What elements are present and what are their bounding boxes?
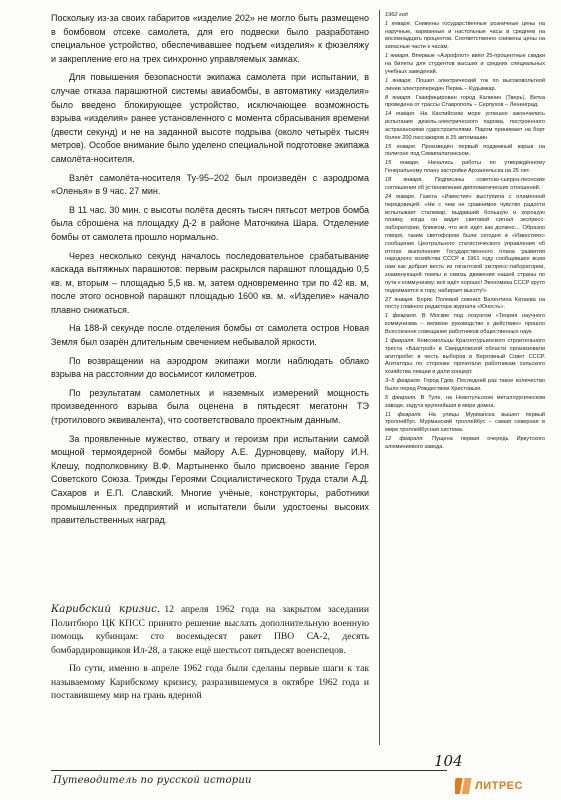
chronology-entry — [385, 297, 545, 313]
chronology-column — [385, 12, 545, 453]
paragraph: Для повышения безопасности экипажа самолета при испытании, в случае отказа парашютной системы авиабомбы, в автоматику «изделия» было введено блокирующее устройство, исключающее возможность взрыва «изделия» ранее установленного с момента сбрасывания времени (двести секунд) и не на заданной высоте подрыва (около четырёх тысяч метров). Особое внимание было уделено специальной подготовке экипажа самолёта-носителя. — [51, 72, 369, 164]
chronology-entry-text: Впервые «Аэрофлот» ввёл 25-процентные скидки на билеты для студентов высших и средних специальных учебных заведений. — [385, 53, 546, 75]
litres-watermark-logo — [455, 776, 555, 798]
chronology-entry-date: 1 января. — [385, 20, 412, 27]
chronology-entry-date: 8 января. — [385, 94, 412, 101]
footer-book-title: Путеводитель по русской истории — [53, 775, 252, 786]
chronology-entry-date: 1 февраля. — [385, 313, 418, 320]
chronology-entry — [385, 21, 545, 52]
chronology-entry — [385, 160, 545, 176]
paragraph: По результатам самолетных и наземных измерений мощность произведенного взрыва была оценена в пятьдесят мегатонн ТЭ (тротилового эквивалента), что соответствовало проектным данным. — [51, 387, 369, 426]
logo-wordmark: ЛИТРЕС — [475, 780, 523, 792]
chronology-entry-date: 1 января. — [385, 77, 412, 84]
chronology-entry-date: 14 января. — [385, 111, 416, 118]
litres-logo-icon — [455, 776, 473, 796]
caribbean-crisis-section — [51, 603, 369, 703]
chronology-entry-date: 1 февраля. — [385, 337, 415, 344]
chronology-entry-text: Подписаны советско-сьерра-леонские соглашения об установлении дипломатических отношений. — [385, 177, 546, 192]
chronology-entry-text: Снижены государственные розничные цены на наручные, карманные и настольные часы в среднем на восемнадцать процентов. Соответственно снижены цены на запасные части к часам. — [385, 20, 545, 51]
chronology-entry — [385, 395, 545, 411]
page-number: 104 — [434, 752, 463, 770]
chronology-entry-text: Город Гдов, Последний раз такое количество было перед Рождеством Христовым. — [385, 378, 546, 392]
chronology-entry — [385, 412, 545, 435]
chronology-entry-text: Пущена первая очередь Иркутского алюминиевого завода. — [385, 436, 545, 451]
chronology-entry-date: 3–5 февраля. — [385, 378, 422, 385]
paragraph: По возвращении на аэродром экипажи могли наблюдать облако взрыва на расстоянии до восьмисот километров. — [51, 355, 369, 380]
section-heading: Карибский кризис. — [51, 603, 161, 615]
chronology-entry-text: Начались работы по утверждённому Генеральному плану застройки Архангельска на 25 лет. — [385, 160, 545, 175]
chronology-entry-date: 15 января. — [385, 143, 417, 150]
chronology-entry-text: В Туле, на Новотульском металлургическом заводе, задута крупнейшая в мире домна. — [385, 394, 545, 409]
chronology-entry-text: На Каспийском море успешно закончились испытания дизель-электрического парома, построенного астраханскими судостроителями. Паром принимает на борт более 200 пассажиров и 25 автомашин. — [385, 111, 545, 141]
chronology-entry-date: 18 января. — [385, 177, 423, 184]
paragraph: За проявленные мужество, отвагу и героизм при испытании самой мощной термоядерной бомбы майору А.Е. Дурновцеву, майору И.Н. Клешу, подполковнику В.Ф. Мартыненко было присвоено звание Героя Советского Союза. Трижды Героями Социалистического Труда стали А.Д. Сахаров и Е.П. Славский. Многие учёные, конструкторы, работники промышленных предприятий и испытатели были удостоены высоких правительственных наград. — [51, 433, 369, 526]
chronology-entry-text: Произведён первый подземный взрыв на полигоне под Семипалатинском. — [385, 143, 545, 158]
chronology-entry — [385, 111, 545, 142]
chronology-entry-date: 24 января. — [385, 194, 416, 201]
chronology-entry — [385, 436, 545, 452]
paragraph: На 188-й секунде после отделения бомбы от самолета остров Новая Земля был озарён длительным свечением небывалой яркости. — [51, 323, 369, 348]
chronology-entry — [385, 378, 545, 394]
chronology-entry-date: 11 февраля. — [385, 411, 423, 418]
chronology-entry-date: 27 января. — [385, 296, 414, 303]
chronology-entry — [385, 78, 545, 94]
chronology-entry-date: 5 февраля. — [385, 394, 417, 401]
chronology-entry-text: В Москве под лозунгом «Теория научного коммунизма – великое руководство к действию» прошло Всесоюзное совещание работников общественных наук. — [385, 313, 546, 335]
chronology-entry-date: 15 января. — [385, 160, 420, 167]
chronology-entry-text: Борис Полевой сменил Валентина Катаева на посту главного редактора журнала «Юность». — [385, 296, 545, 311]
chronology-entry-text: На улицы Мурманска вышел первый троллейбус. Мурманский троллейбус – самая северная в мире троллейбусная система. — [385, 411, 545, 434]
chronology-entry-text: Пошел электрический ток по высоковольтной линии электропередач Пермь – Кудымкар. — [385, 77, 545, 92]
chronology-year: 1962 год — [385, 12, 408, 18]
chronology-entries — [385, 21, 545, 452]
paragraph-text: 12 апреля 1962 года на закрытом заседании Политбюро ЦК КПСС принято решение выслать дополнительную военную помощь кубинцам: сто восемьдесят ракет ПВО СА-2, десять бомбардировщиков Ил-28, а также ещё шестьсот пятьдесят военспецов. — [51, 604, 369, 657]
chronology-entry-text: Газифицирован город Калинин (Тверь). Ветка проведена от трассы Ставрополь – Серпухов – Ленинград. — [385, 94, 545, 109]
paragraph: Поскольку из-за своих габаритов «изделие 202» не могло быть размещено в бомбовом отсеке самолета, для его подвески было разработано специальное устройство, обеспечивавшее подъем «изделия» к фюзеляжу и закрепление его на трех синхронно управляемых замках. — [51, 13, 369, 64]
paragraph: Взлёт самолёта-носителя Ту-95–202 был произведён с аэродрома «Оленья» в 9 час. 27 мин. — [51, 172, 369, 197]
chronology-entry — [385, 95, 545, 111]
paragraph: По сути, именно в апреле 1962 года были сделаны первые шаги к так называемому Карибскому кризису, разразившемуся в октябре 1962 года и поставившему мир на грань ядерной — [51, 662, 369, 702]
chronology-entry-text: Газета «Известия» выступила с пламенной передовицей: «Ни с чем не сравнимое чувство радости испытывает сталевар, выдавший большую и хорошую плавку, когда он видит световой сигнал экспресс-лаборатории, блинком, что всё идёт как должно… Образно говоря, таким светофором были сегодня в «Известиях» сообщение Центрального статистического управления об итогах выполнения Государственного плана развития народного хозяйства СССР в 1961 году сообщившее всем нам как добрая весть из гигантской экспресс-лаборатории, знаменующей темпы и сквозь движения нашей страны по пути к коммунизму: всё идёт хорошо! Экономика СССР круто поднимается в гору, набирает высоту!» — [385, 194, 545, 294]
chronology-entry-date: 12 февраля. — [385, 436, 424, 443]
chronology-entry — [385, 144, 545, 160]
chronology-entry — [385, 313, 545, 336]
main-text-column — [51, 12, 369, 528]
chronology-entry — [385, 194, 545, 295]
chronology-entry — [385, 177, 545, 193]
paragraph: В 11 час. 30 мин. с высоты полёта десять тысяч пятьсот метров бомба была сброшена на площадку Д-2 в районе Маточкина Шара. Отделение бомбы от самолета прошло нормально. — [51, 204, 369, 242]
chronology-entry — [385, 338, 545, 377]
chronology-entry-text: Комсомольцы Краснотурьинского строительного треста «Базстрой» в Свердловской области организовали агитпробег в честь выборов в Верховный Совет СССР. Агитаторы по сторонке прочитали работникам сельского хозяйства лекции и дали концерт. — [385, 337, 546, 376]
paragraph: Через несколько секунд началось последовательное срабатывание каскада вытяжных парашютов: первым раскрылся парашют площадью 0,5 кв. м, вторым – площадью 5,5 кв. м, затем одновременно три по 42 кв. м, после этого основной парашют площадью 1600 кв. м. «Изделие» начало плавно снижаться. — [51, 250, 369, 315]
footer-rule — [51, 770, 447, 771]
chronology-entry-date: 1 января. — [385, 53, 410, 60]
caribbean-crisis-intro — [51, 603, 369, 658]
column-divider — [379, 10, 380, 745]
chronology-entry — [385, 53, 545, 76]
